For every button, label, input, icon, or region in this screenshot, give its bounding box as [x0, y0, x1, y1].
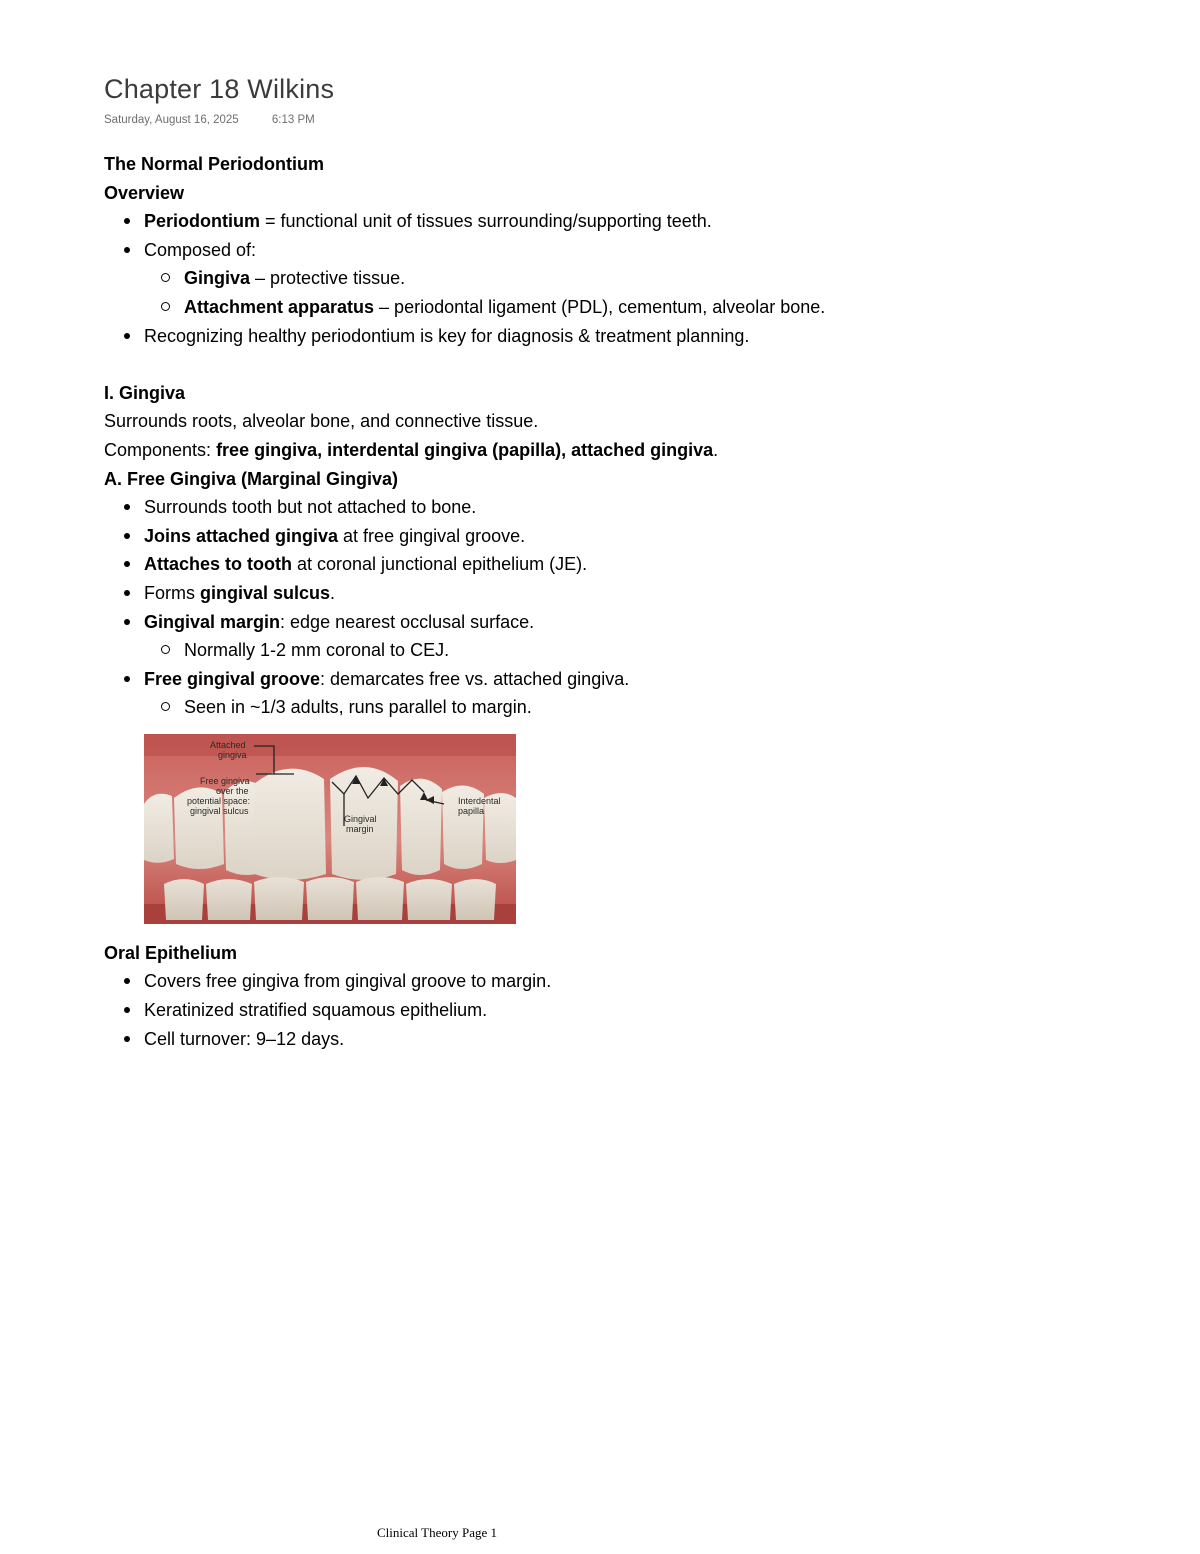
bold-term: Attachment apparatus	[184, 296, 375, 317]
gingiva-description: Surrounds roots, alveolar bone, and connective tissue.	[104, 411, 539, 432]
bold-term: Gingiva	[184, 268, 251, 289]
item-text: Keratinized stratified squamous epithelium.	[144, 1000, 488, 1021]
gingiva-components	[104, 436, 1104, 465]
bold-term: Attaches to tooth	[144, 554, 292, 575]
list-item	[144, 967, 1104, 996]
bold-term: gingival sulcus	[200, 582, 331, 603]
list-item	[144, 579, 1104, 608]
figure-label: Interdental	[458, 795, 501, 806]
figure-label: over the	[216, 785, 249, 796]
item-text: : edge nearest occlusal surface.	[280, 611, 535, 632]
item-text: Seen in ~1/3 adults, runs parallel to margin.	[184, 697, 532, 718]
note-content	[104, 150, 1104, 1053]
item-text: Surrounds tooth but not attached to bone.	[144, 497, 477, 518]
sub-list-item	[184, 264, 1104, 293]
item-text: Cell turnover: 9–12 days.	[144, 1028, 345, 1049]
figure-label: Gingival	[344, 813, 377, 824]
bold-term: Joins attached gingiva	[144, 525, 339, 546]
list-item	[144, 522, 1104, 551]
list-item	[144, 550, 1104, 579]
list-item	[144, 236, 1104, 322]
gingiva-photo	[144, 734, 516, 924]
list-item	[144, 493, 1104, 522]
heading-oral-epithelium: Oral Epithelium	[104, 942, 238, 963]
page-date: Saturday, August 16, 2025	[104, 114, 239, 126]
list-item	[144, 665, 1104, 722]
page-title: Chapter 18 Wilkins	[104, 74, 335, 104]
sub-list-item	[184, 693, 1104, 722]
item-text: at free gingival groove.	[338, 525, 526, 546]
item-text: Composed of:	[144, 239, 257, 260]
list-item	[144, 996, 1104, 1025]
bold-term: free gingiva, interdental gingiva (papilla), attached gingiva	[216, 439, 714, 460]
item-text: = functional unit of tissues surrounding/supporting teeth.	[260, 211, 712, 232]
item-text: – protective tissue.	[250, 268, 406, 289]
heading-normal-periodontium: The Normal Periodontium	[104, 154, 325, 174]
bold-term: Free gingival groove	[144, 668, 321, 689]
item-text: .	[330, 582, 336, 603]
page-time: 6:13 PM	[271, 114, 315, 126]
heading-gingiva: I. Gingiva	[104, 382, 186, 403]
figure-label: potential space:	[187, 795, 251, 806]
item-text: : demarcates free vs. attached gingiva.	[320, 668, 630, 689]
sub-list-item	[184, 636, 1104, 665]
sub-list-item	[184, 293, 1104, 322]
item-text: Forms	[144, 582, 200, 603]
bold-term: Periodontium	[144, 211, 260, 232]
list-item	[144, 1025, 1104, 1054]
heading-free-gingiva: A. Free Gingiva (Marginal Gingiva)	[104, 468, 399, 489]
sub-list	[144, 693, 1104, 722]
item-text: Recognizing healthy periodontium is key for diagnosis & treatment planning.	[144, 325, 750, 346]
gingiva-figure	[144, 734, 516, 924]
list-item	[144, 207, 1104, 236]
figure-label: gingiva	[218, 749, 247, 760]
figure-label: Attached	[210, 739, 246, 750]
free-gingiva-list	[104, 493, 1104, 722]
item-text: .	[713, 439, 719, 460]
heading-overview: Overview	[104, 182, 185, 203]
item-text: at coronal junctional epithelium (JE).	[292, 554, 588, 575]
bold-term: Gingival margin	[144, 611, 281, 632]
blank-line	[104, 350, 1104, 379]
oral-epithelium-list	[104, 967, 1104, 1053]
item-text: Components:	[104, 439, 217, 460]
overview-list	[104, 207, 1104, 350]
figure-label: Free gingiva	[200, 775, 250, 786]
page-footer: Clinical Theory Page 1	[377, 1525, 497, 1540]
item-text: Covers free gingiva from gingival groove to margin.	[144, 971, 552, 992]
list-item	[144, 608, 1104, 665]
figure-label: gingival sulcus	[190, 805, 249, 816]
sub-list	[144, 636, 1104, 665]
figure-label: papilla	[458, 805, 485, 816]
page-meta	[104, 114, 315, 126]
item-text: – periodontal ligament (PDL), cementum, alveolar bone.	[374, 296, 826, 317]
item-text: Normally 1-2 mm coronal to CEJ.	[184, 640, 450, 661]
list-item	[144, 322, 1104, 351]
sub-list	[144, 264, 1104, 321]
figure-label: margin	[346, 823, 374, 834]
